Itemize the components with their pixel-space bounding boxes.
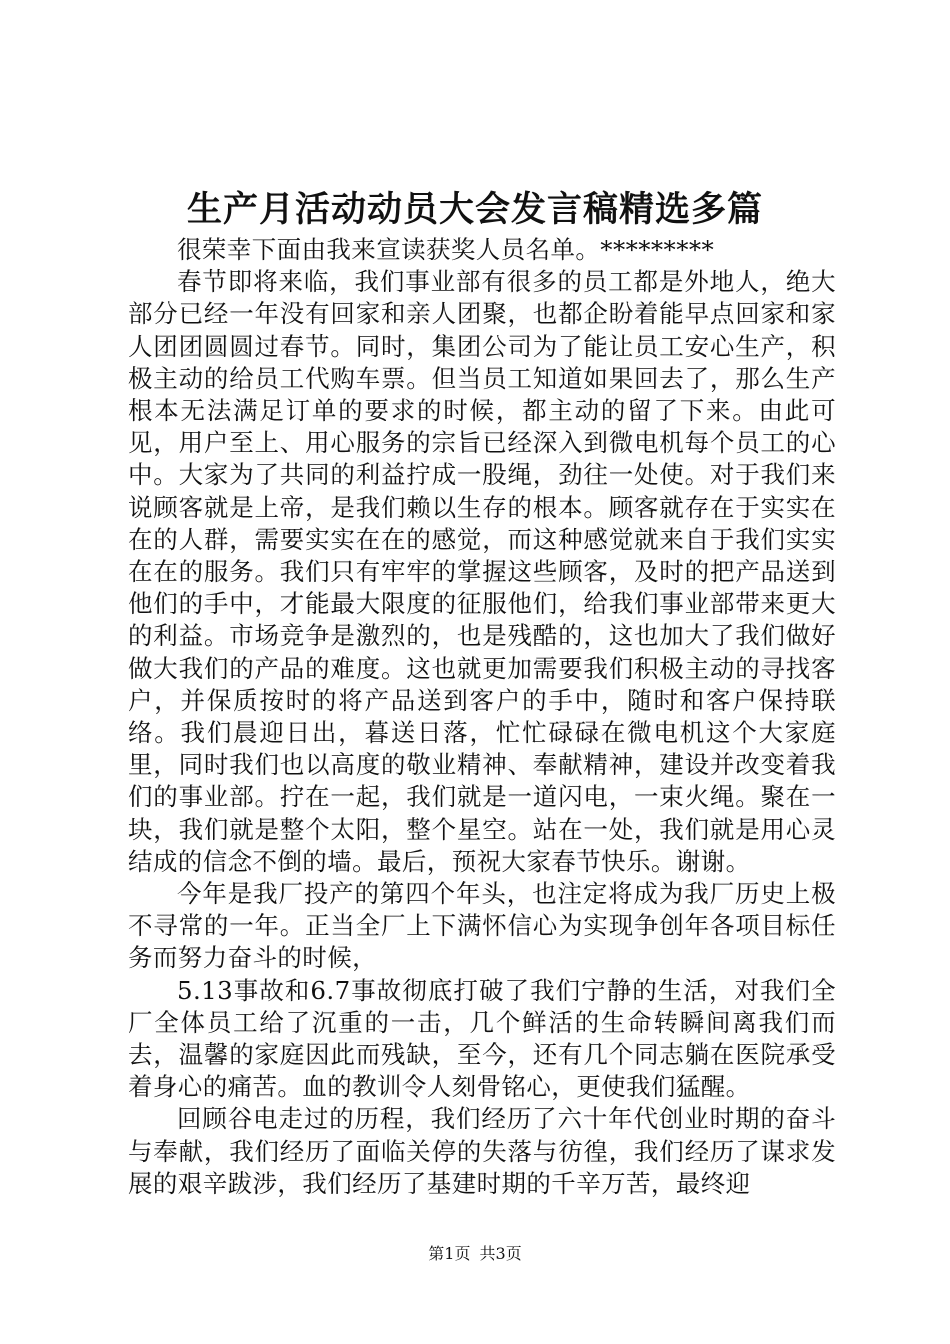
page-number: 第1页 xyxy=(428,1244,471,1263)
paragraph-spring-festival: 春节即将来临，我们事业部有很多的员工都是外地人，绝大部分已经一年没有回家和亲人团聚，也都企盼着能早点回家和家人团团圆圆过春节。同时，集团公司为了能让员工安心生产，积极主动的给员工代购车票。但当员工知道如果回去了，那么生产根本无法满足订单的要求的时候，都主动的留了下来。由此可见，用户至上、用心服务的宗旨已经深入到微电机每个员工的心中。大家为了共同的利益拧成一股绳，劲往一处使。对于我们来说顾客就是上帝，是我们赖以生存的根本。顾客就存在于实实在在的人群，需要实实在在的感觉，而这种感觉就来自于我们实实在在的服务。我们只有牢牢的掌握这些顾客，及时的把产品送到他们的手中，才能最大限度的征服他们，给我们事业部带来更大的利益。市场竞争是激烈的，也是残酷的，这也加大了我们做好做大我们的产品的难度。这也就更加需要我们积极主动的寻找客户，并保质按时的将产品送到客户的手中，随时和客户保持联络。我们晨迎日出，暮送日落，忙忙碌碌在微电机这个大家庭里，同时我们也以高度的敬业精神、奉献精神，建设并改变着我们的事业部。拧在一起，我们就是一道闪电，一束火绳。聚在一块，我们就是整个太阳，整个星空。站在一处，我们就是用心灵结成的信念不倒的墙。最后，预祝大家春节快乐。谢谢。 xyxy=(128,267,836,876)
total-pages: 共3页 xyxy=(479,1244,522,1263)
paragraph-award-announcement: 很荣幸下面由我来宣读获奖人员名单。********* xyxy=(177,235,715,264)
document-body xyxy=(128,234,836,1200)
paragraph-fourth-year: 今年是我厂投产的第四个年头，也注定将成为我厂历史上极不寻常的一年。正当全厂上下满怀信心为实现争创年各项目标任务而努力奋斗的时候， xyxy=(128,879,836,973)
page-footer xyxy=(0,1242,950,1266)
document-title: 生产月活动动员大会发言稿精选多篇 xyxy=(186,189,763,230)
paragraph-history-review: 回顾谷电走过的历程，我们经历了六十年代创业时期的奋斗与奉献，我们经历了面临关停的失落与彷徨，我们经历了谋求发展的艰辛跋涉，我们经历了基建时期的千辛万苦，最终迎 xyxy=(128,1104,836,1198)
paragraph-accidents: 5.13事故和6.7事故彻底打破了我们宁静的生活，对我们全厂全体员工给了沉重的一击，几个鲜活的生命转瞬间离我们而去，温馨的家庭因此而残缺，至今，还有几个同志躺在医院承受着身心的痛苦。血的教训令人刻骨铭心，更使我们猛醒。 xyxy=(128,975,836,1102)
